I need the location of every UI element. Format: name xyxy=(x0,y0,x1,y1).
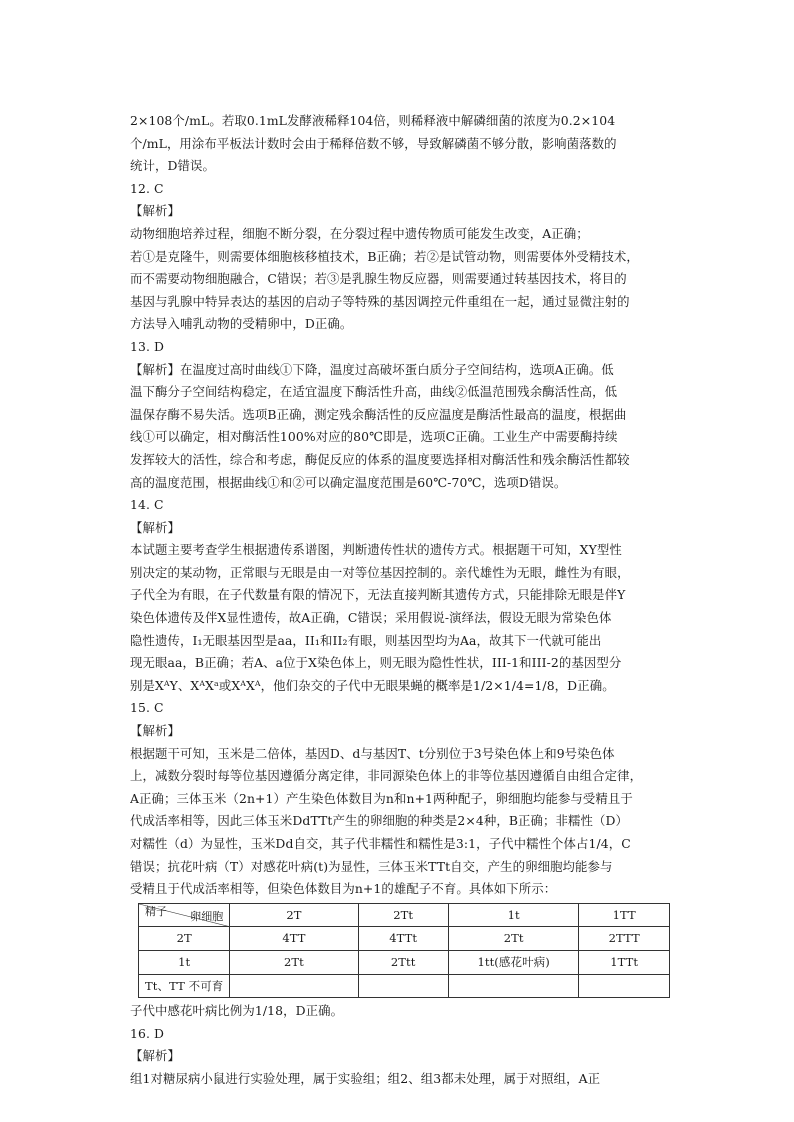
text-line: 子代中感花叶病比例为1/18，D正确。 xyxy=(130,1003,344,1019)
question-number: 12. C xyxy=(130,180,164,196)
corner-label-sperm: 精子 xyxy=(145,904,168,918)
question-number: 15. C xyxy=(130,700,164,716)
text-line: A正确；三体玉米（2n+1）产生染色体数目为n和n+1两种配子，卵细胞均能参与受精且于 xyxy=(130,790,633,806)
table-cell: 2Ttt xyxy=(358,950,448,974)
text-line: 温保存酶不易失活。选项B正确，测定残余酶活性的反应温度是酶活性最高的温度，根据曲 xyxy=(130,406,627,422)
table-header-cell: 2Tt xyxy=(358,903,448,927)
table-cell: 4TTt xyxy=(358,927,448,951)
table-header-row xyxy=(139,903,670,927)
question-number: 14. C xyxy=(130,497,164,513)
question-number: 16. D xyxy=(130,1025,165,1041)
text-line: 高的温度范围，根据曲线①和②可以确定温度范围是60℃-70℃，选项D错误。 xyxy=(130,474,567,490)
text-line: 现无眼aa，B正确；若A、a位于X染色体上，则无眼为隐性性状，III-1和III-2的基因型分 xyxy=(130,655,622,671)
table-cell xyxy=(230,974,358,998)
text-line: 方法导入哺乳动物的受精卵中，D正确。 xyxy=(130,316,353,332)
analysis-tag: 【解析】 xyxy=(130,723,180,739)
table-cell: 4TT xyxy=(230,927,358,951)
text-line: 温下酶分子空间结构稳定，在适宜温度下酶活性升高，曲线②低温范围残余酶活性高，低 xyxy=(130,384,618,400)
text-line: 本试题主要考查学生根据遗传系谱图，判断遗传性状的遗传方式。根据题干可知，XY型性 xyxy=(130,542,622,558)
text-line: 代成活率相等，因此三体玉米DdTTt产生的卵细胞的种类是2×4种，B正确；非糯性（D） xyxy=(130,813,628,829)
text-line: 线①可以确定，相对酶活性100%对应的80℃即是，选项C正确。工业生产中需要酶持续 xyxy=(130,429,618,445)
text-line: 对糯性（d）为显性，玉米Dd自交，其子代非糯性和糯性是3:1，子代中糯性个体占1/4，C xyxy=(130,836,631,851)
table-row xyxy=(139,974,670,998)
table-cell: 2Tt xyxy=(448,927,579,951)
text-line: 个/mL，用涂布平板法计数时会由于稀释倍数不够，导致解磷菌不够分散，影响菌落数的 xyxy=(130,135,617,151)
text-line: 发挥较大的活性，综合和考虑，酶促反应的体系的温度要选择相对酶活性和残余酶活性都较 xyxy=(130,451,630,467)
analysis-tag: 【解析】 xyxy=(130,519,180,535)
text-line: 子代全为有眼，在子代数量有限的情况下，无法直接判断其遗传方式，只能排除无眼是伴Y xyxy=(130,587,626,603)
text-line: 别决定的某动物，正常眼与无眼是由一对等位基因控制的。亲代雄性为无眼，雌性为有眼， xyxy=(130,564,630,580)
table-cell xyxy=(448,974,579,998)
table-cell: 1TTt xyxy=(579,950,670,974)
text-line: 上，减数分裂时每等位基因遵循分离定律，非同源染色体上的非等位基因遵循自由组合定律， xyxy=(130,768,643,784)
text-line: 而不需要动物细胞融合，C错误；若③是乳腺生物反应器，则需要通过转基因技术，将目的 xyxy=(130,271,627,287)
text-line: 隐性遗传，I₁无眼基因型是aa，II₁和II₂有眼，则基因型均为Aa，故其下一代就可能出 xyxy=(130,632,602,648)
gamete-table xyxy=(138,903,670,998)
text-line: 【解析】在温度过高时曲线①下降，温度过高破坏蛋白质分子空间结构，选项A正确。低 xyxy=(130,361,614,377)
table-cell xyxy=(358,974,448,998)
table-row-header: 1t xyxy=(139,950,230,974)
corner-label-egg: 卵细胞 xyxy=(190,909,224,923)
table-row xyxy=(139,927,670,951)
analysis-tag: 【解析】 xyxy=(130,203,180,219)
table-header-cell: 2T xyxy=(230,903,358,927)
text-line: 受精且于代成活率相等，但染色体数目为n+1的雄配子不育。具体如下所示： xyxy=(130,881,557,897)
text-line: 2×108个/mL。若取0.1mL发酵液稀释104倍，则稀释液中解磷细菌的浓度为0.2×104 xyxy=(130,113,616,128)
table-cell: 2TTT xyxy=(579,927,670,951)
table-cell: 2Tt xyxy=(230,950,358,974)
text-line: 基因与乳腺中特异表达的基因的启动子等特殊的基因调控元件重组在一起，通过显微注射的 xyxy=(130,293,630,309)
question-number: 13. D xyxy=(130,338,165,354)
table-header-cell: 1TT xyxy=(579,903,670,927)
text-line: 根据题干可知，玉米是二倍体，基因D、d与基因T、t分别位于3号染色体上和9号染色体 xyxy=(130,745,615,761)
table-header-cell: 1t xyxy=(448,903,579,927)
text-line: 动物细胞培养过程，细胞不断分裂，在分裂过程中遗传物质可能发生改变，A正确； xyxy=(130,225,589,241)
text-line: 若①是克隆牛，则需要体细胞核移植技术，B正确；若②是试管动物，则需要体外受精技术， xyxy=(130,248,639,264)
analysis-tag: 【解析】 xyxy=(130,1048,180,1064)
text-line: 组1对糖尿病小鼠进行实验处理，属于实验组；组2、组3都未处理，属于对照组，A正 xyxy=(130,1070,601,1086)
table-corner-cell xyxy=(139,903,230,927)
text-line: 统计，D错误。 xyxy=(130,158,215,174)
table-row-header: 2T xyxy=(139,927,230,951)
table-row xyxy=(139,950,670,974)
text-line: 错误；抗花叶病（T）对感花叶病(t)为显性，三体玉米TTt自交，产生的卵细胞均能参与 xyxy=(130,858,613,874)
text-line: 别是XᴬY、XᴬXᵃ或XᴬXᴬ，他们杂交的子代中无眼果蝇的概率是1/2×1/4=1/8，D正确。 xyxy=(130,677,615,693)
answer-content xyxy=(130,110,670,1091)
table-row-header: Tt、TT 不可育 xyxy=(139,974,230,998)
table-cell: 1tt(感花叶病) xyxy=(448,950,579,974)
text-line: 染色体遗传及伴X显性遗传，故A正确，C错误；采用假说-演绎法，假设无眼为常染色体 xyxy=(130,610,612,626)
table-cell xyxy=(579,974,670,998)
